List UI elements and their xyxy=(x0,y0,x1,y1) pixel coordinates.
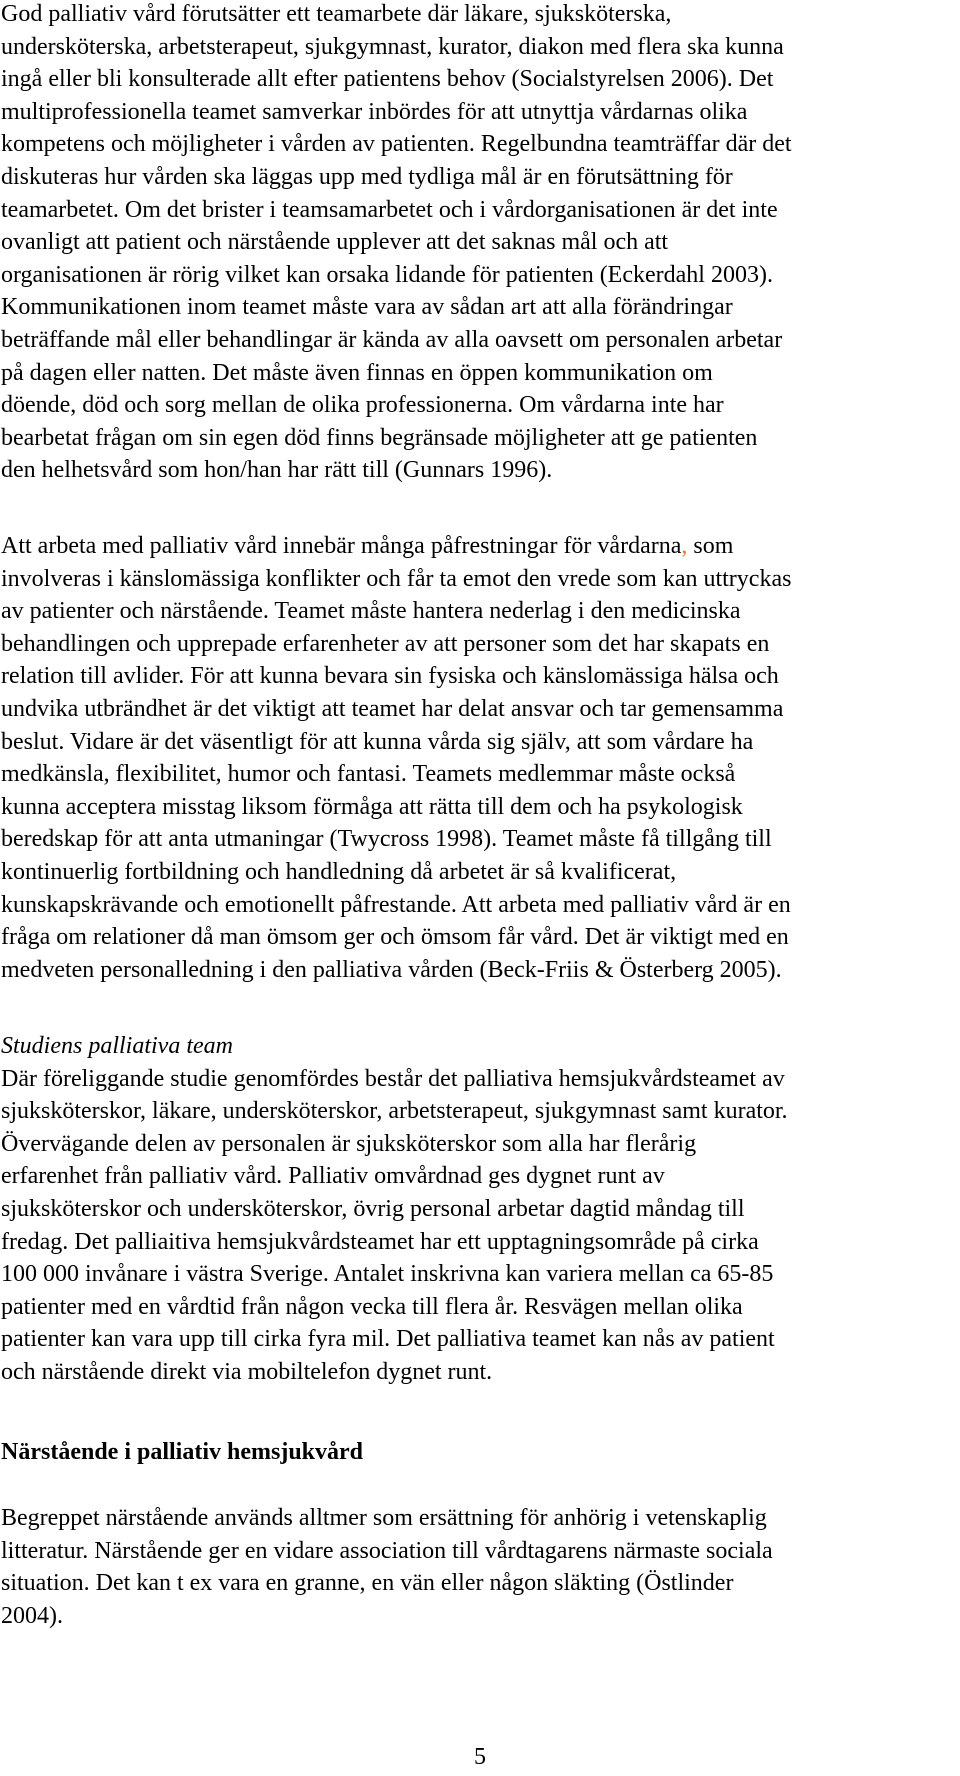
text-line xyxy=(1,530,957,563)
paragraph-team-work xyxy=(1,0,957,487)
highlighted-comma: , xyxy=(681,533,688,559)
text-line: Kommunikationen inom teamet måste vara av sådan art att alla förändringar xyxy=(1,294,733,321)
text-line: 2004). xyxy=(1,1602,63,1629)
text-segment: som xyxy=(687,533,734,559)
text-line: beredskap för att anta utmaningar (Twycross 1998). Teamet måste få tillgång till xyxy=(1,826,772,853)
text-line: medveten personalledning i den palliativa vården (Beck-Friis & Österberg 2005). xyxy=(1,956,782,983)
text-line: litteratur. Närstående ger en vidare association till vårdtagarens närmaste sociala xyxy=(1,1537,773,1564)
section-heading: Studiens palliativa team xyxy=(1,1033,233,1059)
text-line: undvika utbrändhet är det viktigt att teamet har delat ansvar och tar gemensamma xyxy=(1,695,784,722)
text-line: Övervägande delen av personalen är sjuksköterskor som alla har flerårig xyxy=(1,1130,697,1157)
text-line: behandlingen och upprepade erfarenheter av att personer som det har skapats en xyxy=(1,630,770,657)
text-line: undersköterska, arbetsterapeut, sjukgymnast, kurator, diakon med flera ska kunna xyxy=(1,33,784,60)
text-line: teamarbetet. Om det brister i teamsamarbetet och i vårdorganisationen är det inte xyxy=(1,196,778,223)
text-line: sjuksköterskor, läkare, undersköterskor, arbetsterapeut, sjukgymnast samt kurator. xyxy=(1,1098,788,1125)
text-line: diskuteras hur vården ska läggas upp med tydliga mål är en förutsättning för xyxy=(1,163,733,190)
text-line: sjuksköterskor och undersköterskor, övrig personal arbetar dagtid måndag till xyxy=(1,1195,745,1222)
page-number: 5 xyxy=(474,1744,486,1770)
text-line: patienter kan vara upp till cirka fyra mil. Det palliativa teamet kan nås av patient xyxy=(1,1326,775,1353)
text-line: organisationen är rörig vilket kan orsaka lidande för patienten (Eckerdahl 2003). xyxy=(1,261,773,288)
text-line: beträffande mål eller behandlingar är kända av alla oavsett om personalen arbetar xyxy=(1,326,783,353)
text-line: involveras i känslomässiga konflikter och får ta emot den vrede som kan uttryckas xyxy=(1,565,792,592)
text-line: beslut. Vidare är det väsentligt för att kunna vårda sig själv, att som vårdare ha xyxy=(1,728,754,755)
text-line: kontinuerlig fortbildning och handledning då arbetet är så kvalificerat, xyxy=(1,858,677,885)
text-segment: Att arbeta med palliativ vård innebär många påfrestningar för vårdarna xyxy=(1,533,682,559)
text-line: och närstående direkt via mobiltelefon dygnet runt. xyxy=(1,1358,493,1385)
text-line: patienter med en vårdtid från någon vecka till flera år. Resvägen mellan olika xyxy=(1,1293,743,1320)
text-line: av patienter och närstående. Teamet måste hantera nederlag i den medicinska xyxy=(1,598,741,625)
section-study-team xyxy=(1,1030,957,1389)
text-line: döende, död och sorg mellan de olika professionerna. Om vårdarna inte har xyxy=(1,392,724,419)
section-heading: Närstående i palliativ hemsjukvård xyxy=(1,1439,364,1465)
text-line: kunskapskrävande och emotionellt påfrestande. Att arbeta med palliativ vård är en xyxy=(1,891,791,918)
text-line: God palliativ vård förutsätter ett teamarbete där läkare, sjuksköterska, xyxy=(1,1,672,27)
text-line: på dagen eller natten. Det måste även finnas en öppen kommunikation om xyxy=(1,359,713,386)
text-line: bearbetat frågan om sin egen död finns begränsade möjligheter att ge patienten xyxy=(1,424,758,451)
text-line: fråga om relationer då man ömsom ger och ömsom får vård. Det är viktigt med en xyxy=(1,924,789,951)
text-line: ingå eller bli konsulterade allt efter patientens behov (Socialstyrelsen 2006). Det xyxy=(1,66,774,93)
text-line: ovanligt att patient och närstående upplever att det saknas mål och att xyxy=(1,229,669,256)
text-line: kunna acceptera misstag liksom förmåga att rätta till dem och ha psykologisk xyxy=(1,793,743,820)
section-relatives-body xyxy=(1,1502,957,1632)
text-line: kompetens och möjligheter i vården av patienten. Regelbundna teamträffar där det xyxy=(1,131,792,158)
text-line: fredag. Det palliaitiva hemsjukvårdsteamet har ett upptagningsområde på cirka xyxy=(1,1228,759,1255)
text-line: 100 000 invånare i västra Sverige. Antalet inskrivna kan variera mellan ca 65-85 xyxy=(1,1261,774,1288)
text-line: Där föreliggande studie genomfördes består det palliativa hemsjukvårdsteamet av xyxy=(1,1065,785,1092)
text-line: relation till avlider. För att kunna bevara sin fysiska och känslomässiga hälsa och xyxy=(1,663,779,690)
text-line: situation. Det kan t ex vara en granne, en vän eller någon släkting (Östlinder xyxy=(1,1570,734,1597)
paragraph-palliative-strain xyxy=(1,530,957,986)
text-line: erfarenhet från palliativ vård. Palliativ omvårdnad ges dygnet runt av xyxy=(1,1163,665,1190)
text-line: den helhetsvård som hon/han har rätt till (Gunnars 1996). xyxy=(1,457,553,484)
section-relatives-heading-block xyxy=(1,1436,957,1469)
text-line: multiprofessionella teamet samverkar inbördes för att utnyttja vårdarnas olika xyxy=(1,98,748,125)
text-line: Begreppet närstående används alltmer som ersättning för anhörig i vetenskaplig xyxy=(1,1505,767,1531)
text-line: medkänsla, flexibilitet, humor och fantasi. Teamets medlemmar måste också xyxy=(1,761,736,788)
